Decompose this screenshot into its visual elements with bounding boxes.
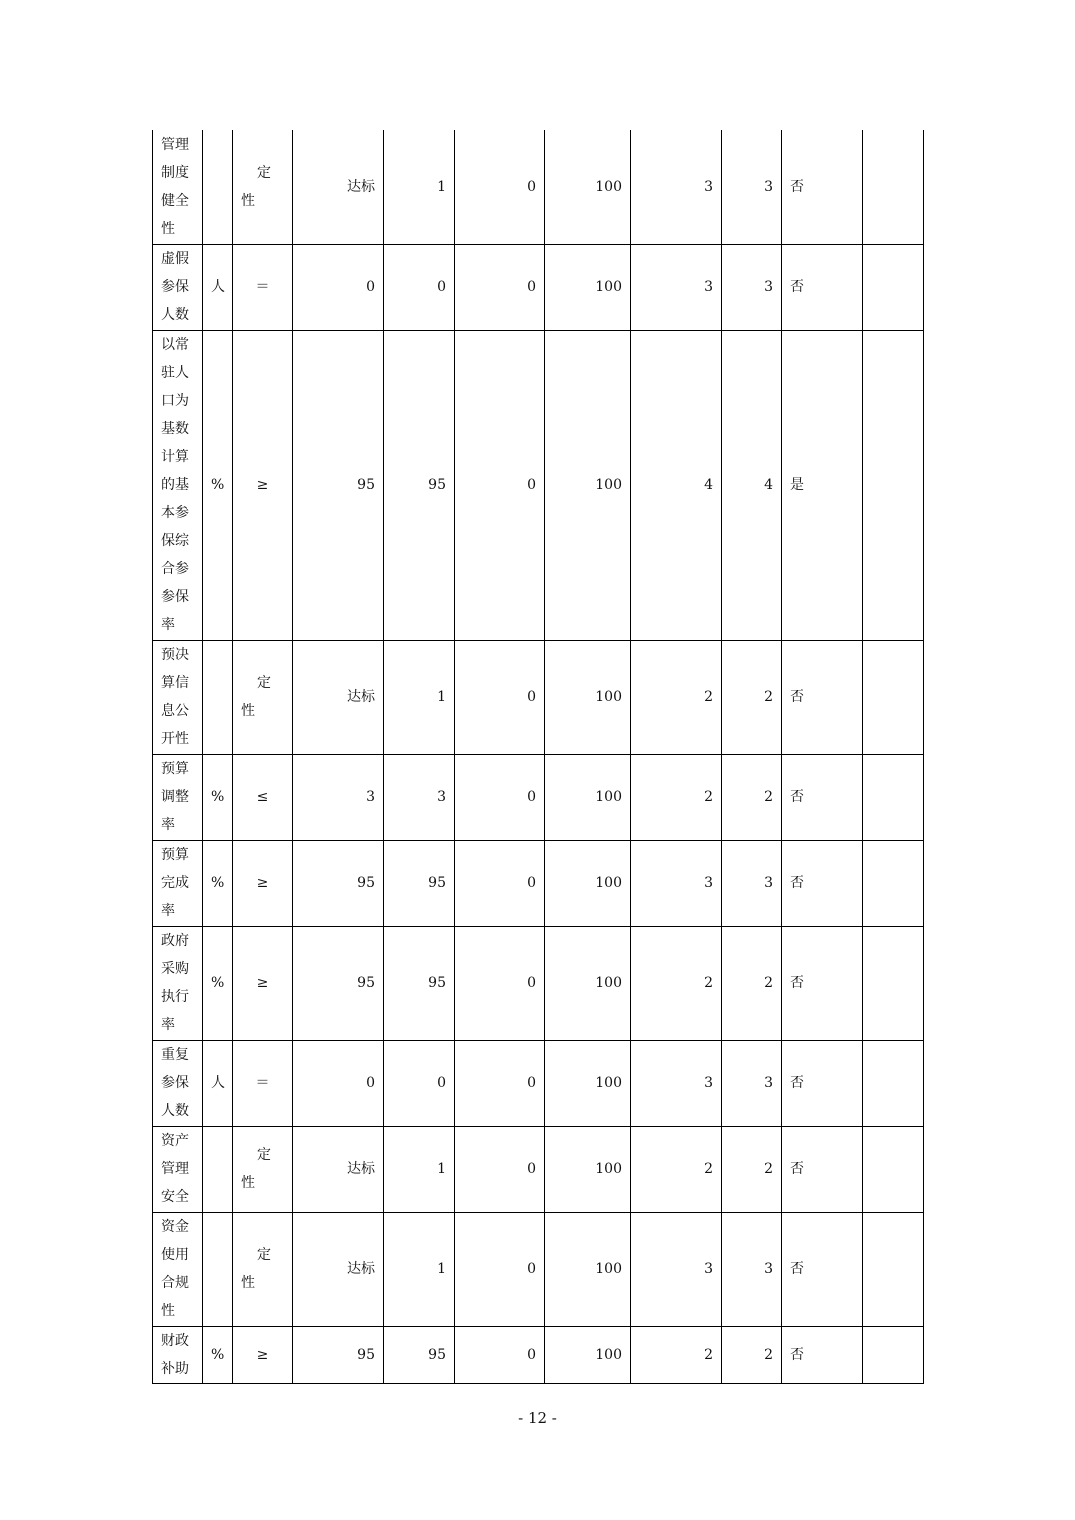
indicator-name-line: 安全 <box>161 1189 189 1205</box>
actual-value-cell: 0 <box>384 1040 455 1126</box>
target-value-cell: 3 <box>293 754 384 840</box>
value-cell: 100 <box>545 1040 631 1126</box>
target-value-cell: 95 <box>293 1326 384 1383</box>
value-cell: 0 <box>455 640 545 754</box>
operator-line: ＝ <box>255 1075 270 1091</box>
flag-cell: 否 <box>782 1040 863 1126</box>
indicator-name-line: 计算 <box>161 449 189 465</box>
table-row <box>153 1040 924 1126</box>
unit-cell: 人 <box>203 244 233 330</box>
indicator-name-line: 保综 <box>161 533 189 549</box>
indicator-name-line: 完成 <box>161 875 189 891</box>
indicator-name-line: 重复 <box>161 1047 189 1063</box>
indicator-name-line: 性 <box>161 1303 175 1319</box>
indicator-name-line: 算信 <box>161 675 189 691</box>
value-cell: 2 <box>631 754 722 840</box>
value-cell: 3 <box>631 130 722 244</box>
actual-value-cell: 3 <box>384 754 455 840</box>
operator-line: ＝ <box>255 279 270 295</box>
operator-cell <box>233 1326 293 1383</box>
value-cell: 100 <box>545 1212 631 1326</box>
target-value-cell: 达标 <box>293 640 384 754</box>
flag-cell: 否 <box>782 640 863 754</box>
indicator-name-cell <box>153 1212 203 1326</box>
remark-cell <box>863 1326 924 1383</box>
indicator-name-line: 基数 <box>161 421 189 437</box>
operator-cell <box>233 1212 293 1326</box>
unit-cell: % <box>203 1326 233 1383</box>
value-cell: 0 <box>455 840 545 926</box>
value-cell: 0 <box>455 1212 545 1326</box>
indicator-name-line: 合参 <box>161 561 189 577</box>
value-cell: 2 <box>722 754 782 840</box>
flag-cell: 否 <box>782 1126 863 1212</box>
actual-value-cell: 1 <box>384 130 455 244</box>
indicator-name-line: 参保 <box>161 1075 189 1091</box>
operator-cell <box>233 640 293 754</box>
indicator-name-line: 率 <box>161 903 175 919</box>
table-row <box>153 840 924 926</box>
indicator-name-line: 口为 <box>161 393 189 409</box>
operator-line: 性 <box>241 1275 255 1291</box>
target-value-cell: 达标 <box>293 1126 384 1212</box>
indicator-name-cell <box>153 330 203 640</box>
target-value-cell: 达标 <box>293 1212 384 1326</box>
operator-line: 定 <box>257 1147 271 1163</box>
operator-line: 性 <box>241 192 255 209</box>
indicator-name-line: 本参 <box>161 505 189 521</box>
actual-value-cell: 1 <box>384 1212 455 1326</box>
remark-cell <box>863 330 924 640</box>
indicator-name-line: 预算 <box>161 761 189 777</box>
unit-cell: % <box>203 926 233 1040</box>
value-cell: 100 <box>545 1326 631 1383</box>
indicator-name-cell <box>153 840 203 926</box>
indicator-name-cell <box>153 926 203 1040</box>
unit-cell: % <box>203 840 233 926</box>
actual-value-cell: 95 <box>384 926 455 1040</box>
indicator-name-line: 合规 <box>161 1275 189 1291</box>
indicator-name-cell <box>153 244 203 330</box>
unit-cell: % <box>203 754 233 840</box>
value-cell: 0 <box>455 130 545 244</box>
indicator-name-line: 开性 <box>161 731 189 747</box>
indicator-name-line: 率 <box>161 817 175 833</box>
value-cell: 0 <box>455 1040 545 1126</box>
operator-line: 定 <box>257 1247 271 1263</box>
value-cell: 2 <box>722 1326 782 1383</box>
indicator-name-line: 执行 <box>161 989 189 1005</box>
page-number: - 12 - <box>518 1409 557 1427</box>
operator-cell <box>233 244 293 330</box>
value-cell: 100 <box>545 640 631 754</box>
indicator-name-line: 资金 <box>161 1219 189 1235</box>
indicator-name-line: 率 <box>161 1017 175 1033</box>
table-row <box>153 754 924 840</box>
indicator-name-cell <box>153 130 203 244</box>
value-cell: 0 <box>455 926 545 1040</box>
remark-cell <box>863 130 924 244</box>
operator-line: 定 <box>257 164 271 181</box>
remark-cell <box>863 754 924 840</box>
table-row <box>153 926 924 1040</box>
flag-cell: 否 <box>782 130 863 244</box>
unit-cell <box>203 640 233 754</box>
indicator-name-line: 率 <box>161 617 175 633</box>
indicator-name-line: 性 <box>161 220 175 237</box>
value-cell: 3 <box>631 1212 722 1326</box>
operator-line: 性 <box>241 703 255 719</box>
indicator-name-cell <box>153 1326 203 1383</box>
indicator-name-line: 的基 <box>161 477 189 493</box>
indicator-name-line: 制度 <box>161 164 189 181</box>
actual-value-cell: 1 <box>384 1126 455 1212</box>
indicator-name-line: 补助 <box>161 1360 189 1377</box>
value-cell: 100 <box>545 1126 631 1212</box>
operator-line: ≥ <box>256 1346 269 1363</box>
actual-value-cell: 0 <box>384 244 455 330</box>
operator-line: 性 <box>241 1175 255 1191</box>
indicator-name-line: 使用 <box>161 1247 189 1263</box>
value-cell: 2 <box>722 926 782 1040</box>
unit-cell: % <box>203 330 233 640</box>
flag-cell: 否 <box>782 244 863 330</box>
value-cell: 2 <box>722 640 782 754</box>
value-cell: 3 <box>631 840 722 926</box>
indicator-name-line: 人数 <box>161 307 189 323</box>
target-value-cell: 0 <box>293 244 384 330</box>
operator-cell <box>233 1126 293 1212</box>
flag-cell: 否 <box>782 1326 863 1383</box>
value-cell: 3 <box>722 840 782 926</box>
target-value-cell: 95 <box>293 840 384 926</box>
unit-cell <box>203 130 233 244</box>
indicator-name-line: 预决 <box>161 647 189 663</box>
indicator-name-cell <box>153 754 203 840</box>
value-cell: 100 <box>545 330 631 640</box>
flag-cell: 是 <box>782 330 863 640</box>
value-cell: 0 <box>455 330 545 640</box>
unit-cell <box>203 1212 233 1326</box>
indicator-name-line: 采购 <box>161 961 189 977</box>
remark-cell <box>863 1126 924 1212</box>
table-row <box>153 244 924 330</box>
target-value-cell: 达标 <box>293 130 384 244</box>
indicator-table <box>152 130 924 1384</box>
table-body <box>153 130 924 1383</box>
remark-cell <box>863 840 924 926</box>
target-value-cell: 95 <box>293 926 384 1040</box>
value-cell: 0 <box>455 1126 545 1212</box>
indicator-name-line: 参保 <box>161 279 189 295</box>
indicator-name-line: 资产 <box>161 1133 189 1149</box>
value-cell: 3 <box>722 244 782 330</box>
unit-cell: 人 <box>203 1040 233 1126</box>
indicator-name-line: 财政 <box>161 1332 189 1349</box>
target-value-cell: 0 <box>293 1040 384 1126</box>
actual-value-cell: 95 <box>384 1326 455 1383</box>
value-cell: 2 <box>631 1126 722 1212</box>
value-cell: 0 <box>455 1326 545 1383</box>
indicator-name-line: 健全 <box>161 192 189 209</box>
operator-line: 定 <box>257 675 271 691</box>
value-cell: 100 <box>545 840 631 926</box>
value-cell: 3 <box>722 1040 782 1126</box>
value-cell: 3 <box>722 1212 782 1326</box>
value-cell: 2 <box>722 1126 782 1212</box>
remark-cell <box>863 244 924 330</box>
value-cell: 3 <box>631 1040 722 1126</box>
remark-cell <box>863 926 924 1040</box>
operator-line: ≤ <box>256 789 269 805</box>
actual-value-cell: 95 <box>384 840 455 926</box>
flag-cell: 否 <box>782 1212 863 1326</box>
actual-value-cell: 95 <box>384 330 455 640</box>
flag-cell: 否 <box>782 754 863 840</box>
value-cell: 2 <box>631 1326 722 1383</box>
table-row <box>153 1212 924 1326</box>
indicator-name-line: 调整 <box>161 789 189 805</box>
value-cell: 100 <box>545 130 631 244</box>
indicator-name-line: 息公 <box>161 703 189 719</box>
table-row <box>153 330 924 640</box>
operator-line: ≥ <box>256 875 269 891</box>
indicator-name-cell <box>153 1126 203 1212</box>
operator-cell <box>233 754 293 840</box>
value-cell: 4 <box>722 330 782 640</box>
indicator-name-cell <box>153 640 203 754</box>
operator-cell <box>233 840 293 926</box>
indicator-name-cell <box>153 1040 203 1126</box>
indicator-name-line: 虚假 <box>161 251 189 267</box>
indicator-name-line: 以常 <box>161 337 189 353</box>
unit-cell <box>203 1126 233 1212</box>
actual-value-cell: 1 <box>384 640 455 754</box>
operator-line: ≥ <box>256 975 269 991</box>
operator-cell <box>233 130 293 244</box>
value-cell: 0 <box>455 754 545 840</box>
operator-cell <box>233 926 293 1040</box>
value-cell: 3 <box>722 130 782 244</box>
flag-cell: 否 <box>782 840 863 926</box>
table-row <box>153 640 924 754</box>
value-cell: 2 <box>631 926 722 1040</box>
remark-cell <box>863 1212 924 1326</box>
indicator-name-line: 政府 <box>161 933 189 949</box>
value-cell: 3 <box>631 244 722 330</box>
indicator-name-line: 人数 <box>161 1103 189 1119</box>
operator-cell <box>233 1040 293 1126</box>
value-cell: 2 <box>631 640 722 754</box>
table-row <box>153 1126 924 1212</box>
target-value-cell: 95 <box>293 330 384 640</box>
indicator-name-line: 预算 <box>161 847 189 863</box>
indicator-name-line: 管理 <box>161 1161 189 1177</box>
operator-line: ≥ <box>256 477 269 493</box>
value-cell: 100 <box>545 244 631 330</box>
indicator-name-line: 参保 <box>161 589 189 605</box>
value-cell: 0 <box>455 244 545 330</box>
table-row <box>153 130 924 244</box>
indicator-name-line: 管理 <box>161 136 189 153</box>
remark-cell <box>863 1040 924 1126</box>
flag-cell: 否 <box>782 926 863 1040</box>
indicator-name-line: 驻人 <box>161 365 189 381</box>
value-cell: 100 <box>545 926 631 1040</box>
remark-cell <box>863 640 924 754</box>
operator-cell <box>233 330 293 640</box>
value-cell: 4 <box>631 330 722 640</box>
value-cell: 100 <box>545 754 631 840</box>
table-row <box>153 1326 924 1383</box>
